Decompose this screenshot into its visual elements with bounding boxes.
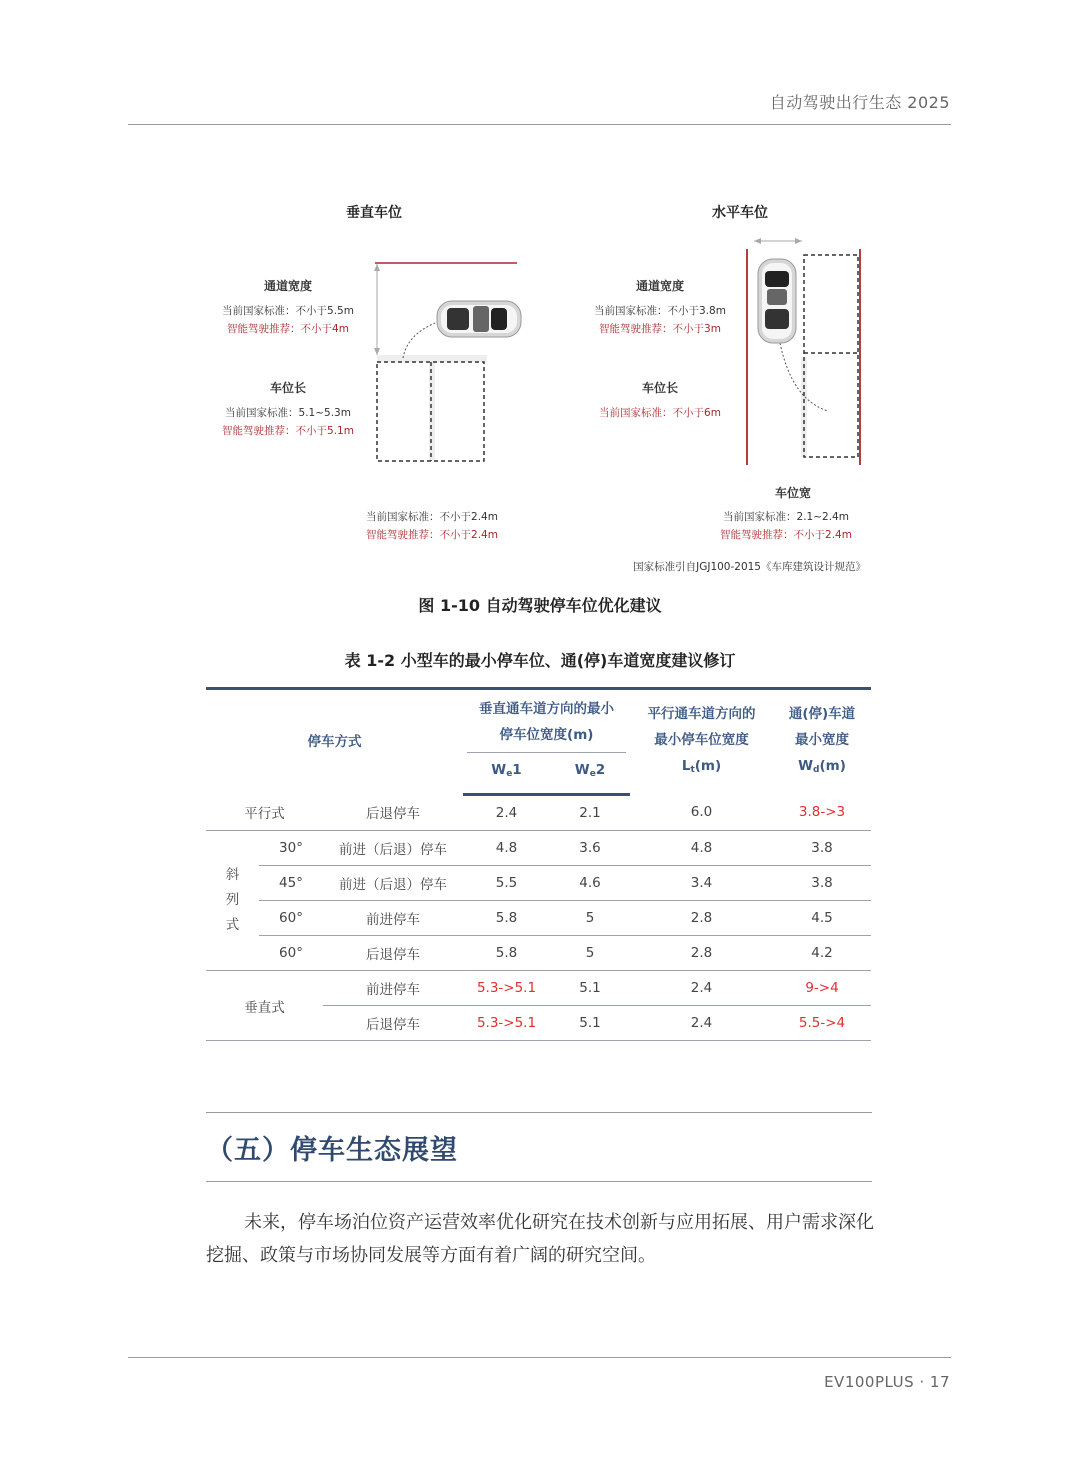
horizontal-width-recommended: 智能驾驶推荐：不小于2.4m bbox=[720, 529, 852, 541]
cell-wd: 3.8 bbox=[773, 831, 871, 866]
cell-wd: 3.8->3 bbox=[773, 795, 871, 831]
arrow-down-icon bbox=[374, 348, 380, 355]
header-par-line1: 平行通车道方向的 bbox=[647, 706, 756, 723]
section-title: （五）停车生态展望 bbox=[206, 1135, 458, 1166]
vertical-length-block bbox=[208, 379, 368, 438]
vertical-width-block bbox=[352, 509, 512, 542]
cell-we2: 3.6 bbox=[550, 831, 630, 866]
vertical-width-standard: 当前国家标准：不小于2.4m bbox=[366, 511, 498, 523]
horizontal-length-block bbox=[580, 379, 740, 420]
horizontal-length-standard: 当前国家标准：不小于6m bbox=[599, 407, 721, 419]
cell-lt: 2.4 bbox=[630, 971, 773, 1006]
header-par-symbol: L bbox=[681, 758, 691, 775]
cell-we1: 5.5 bbox=[463, 866, 550, 901]
header-parallel-length bbox=[630, 689, 773, 795]
cell-method: 前进停车 bbox=[323, 971, 463, 1006]
group-diagonal bbox=[206, 831, 259, 971]
horizontal-lane-standard: 当前国家标准：不小于3.8m bbox=[594, 305, 726, 317]
arrow-right-icon bbox=[795, 238, 802, 244]
table-row bbox=[206, 936, 871, 971]
section-top-rule bbox=[206, 1112, 872, 1113]
cell-we2: 5 bbox=[550, 936, 630, 971]
header-lane-subscript: d bbox=[813, 765, 820, 776]
figure-source-note: 国家标准引自JGJ100-2015《车库建筑设计规范》 bbox=[633, 561, 866, 573]
cell-angle: 30° bbox=[259, 831, 323, 866]
table-row bbox=[206, 795, 871, 831]
cell-method: 前进（后退）停车 bbox=[323, 866, 463, 901]
cell-we2: 5 bbox=[550, 901, 630, 936]
car-topview-icon bbox=[437, 301, 521, 337]
cell-we2: 5.1 bbox=[550, 971, 630, 1006]
header-we2-subscript: e bbox=[589, 769, 596, 779]
table-row bbox=[206, 971, 871, 1006]
header-lane-line2: 最小宽度 bbox=[795, 732, 849, 749]
header-we2 bbox=[550, 757, 630, 795]
horizontal-lane-heading: 通道宽度 bbox=[635, 279, 684, 293]
arrow-up-icon bbox=[374, 264, 380, 271]
horizontal-lane-recommended: 智能驾驶推荐：不小于3m bbox=[599, 323, 721, 335]
header-rule bbox=[128, 124, 951, 125]
header-par-line2: 最小停车位宽度 bbox=[654, 732, 749, 749]
group-perpendicular: 垂直式 bbox=[206, 971, 323, 1041]
spot-entry-band bbox=[377, 355, 487, 362]
cell-we1: 5.3->5.1 bbox=[463, 1006, 550, 1041]
table-row bbox=[206, 901, 871, 936]
cell-method: 后退停车 bbox=[323, 795, 463, 831]
cell-method: 前进（后退）停车 bbox=[323, 831, 463, 866]
header-we1-subscript: e bbox=[506, 769, 513, 779]
running-header: 自动驾驶出行生态 2025 bbox=[769, 93, 950, 112]
header-perp-line1: 垂直通车道方向的最小 bbox=[479, 701, 614, 717]
arrow-left-icon bbox=[754, 238, 761, 244]
vertical-spot-diagram bbox=[365, 255, 535, 470]
cell-method: 后退停车 bbox=[323, 936, 463, 971]
header-we1-symbol: W bbox=[491, 762, 507, 778]
cell-lt: 2.4 bbox=[630, 1006, 773, 1041]
section-paragraph: 未来，停车场泊位资产运营效率优化研究在技术创新与应用拓展、用户需求深化挖掘、政策与市场协同发展等方面有着广阔的研究空间。 bbox=[206, 1212, 874, 1266]
page-footer: EV100PLUS · 17 bbox=[824, 1373, 950, 1391]
car-topview-icon bbox=[758, 259, 796, 343]
cell-wd: 4.2 bbox=[773, 936, 871, 971]
cell-we1: 4.8 bbox=[463, 831, 550, 866]
parking-spec-table bbox=[206, 687, 871, 1041]
section-bottom-rule bbox=[206, 1181, 872, 1182]
header-we1-index: 1 bbox=[512, 762, 522, 778]
cell-we1: 5.3->5.1 bbox=[463, 971, 550, 1006]
group-diagonal-char: 斜 bbox=[225, 867, 240, 883]
header-lane-line1: 通(停)车道 bbox=[788, 706, 856, 723]
table-caption: 表 1-2 小型车的最小停车位、通(停)车道宽度建议修订 bbox=[344, 651, 736, 670]
header-parking-mode: 停车方式 bbox=[206, 689, 463, 795]
vertical-lane-block bbox=[208, 277, 368, 336]
header-we2-symbol: W bbox=[574, 762, 590, 778]
table-row bbox=[206, 831, 871, 866]
parallel-spot-outline bbox=[804, 255, 858, 457]
vertical-lane-heading: 通道宽度 bbox=[263, 279, 312, 293]
cell-angle: 60° bbox=[259, 901, 323, 936]
group-diagonal-char: 式 bbox=[225, 917, 240, 933]
header-lane-unit: (m) bbox=[819, 758, 846, 775]
cell-lt: 2.8 bbox=[630, 936, 773, 971]
group-diagonal-char: 列 bbox=[225, 892, 240, 908]
horizontal-width-heading: 车位宽 bbox=[774, 486, 811, 500]
cell-we1: 2.4 bbox=[463, 795, 550, 831]
cell-lt: 2.8 bbox=[630, 901, 773, 936]
vertical-length-standard: 当前国家标准：5.1~5.3m bbox=[225, 407, 351, 419]
horizontal-spot-title: 水平车位 bbox=[712, 205, 768, 221]
cell-wd: 9->4 bbox=[773, 971, 871, 1006]
header-par-subscript: t bbox=[690, 765, 695, 776]
header-perpendicular-width bbox=[463, 689, 630, 758]
cell-angle: 60° bbox=[259, 936, 323, 971]
horizontal-width-block bbox=[706, 509, 866, 542]
group-parallel: 平行式 bbox=[206, 795, 323, 831]
vertical-length-heading: 车位长 bbox=[269, 381, 306, 395]
horizontal-length-heading: 车位长 bbox=[641, 381, 678, 395]
figure-caption: 图 1-10 自动驾驶停车位优化建议 bbox=[418, 596, 662, 615]
cell-lt: 4.8 bbox=[630, 831, 773, 866]
table-row bbox=[206, 866, 871, 901]
cell-we1: 5.8 bbox=[463, 901, 550, 936]
header-we2-index: 2 bbox=[595, 762, 606, 778]
cell-we2: 2.1 bbox=[550, 795, 630, 831]
header-par-unit: (m) bbox=[694, 758, 722, 775]
horizontal-width-standard: 当前国家标准：2.1~2.4m bbox=[723, 511, 849, 523]
header-perp-line2: 停车位宽度(m) bbox=[499, 727, 594, 743]
cell-we2: 5.1 bbox=[550, 1006, 630, 1041]
horizontal-lane-block bbox=[580, 277, 740, 336]
header-lane-symbol: W bbox=[798, 758, 814, 775]
vertical-lane-standard: 当前国家标准：不小于5.5m bbox=[222, 305, 354, 317]
cell-angle: 45° bbox=[259, 866, 323, 901]
horizontal-spot-diagram bbox=[740, 235, 870, 470]
header-lane-width bbox=[773, 689, 871, 795]
vertical-lane-recommended: 智能驾驶推荐：不小于4m bbox=[227, 323, 349, 335]
vertical-width-recommended: 智能驾驶推荐：不小于2.4m bbox=[366, 529, 498, 541]
cell-method: 前进停车 bbox=[323, 901, 463, 936]
cell-wd: 5.5->4 bbox=[773, 1006, 871, 1041]
vertical-spot-title: 垂直车位 bbox=[346, 205, 402, 221]
cell-we1: 5.8 bbox=[463, 936, 550, 971]
cell-lt: 3.4 bbox=[630, 866, 773, 901]
spot-divider-band bbox=[429, 362, 435, 460]
vertical-length-recommended: 智能驾驶推荐：不小于5.1m bbox=[222, 425, 354, 437]
vertical-car-path bbox=[403, 323, 435, 358]
cell-wd: 4.5 bbox=[773, 901, 871, 936]
cell-we2: 4.6 bbox=[550, 866, 630, 901]
cell-lt: 6.0 bbox=[630, 795, 773, 831]
header-we1 bbox=[463, 757, 550, 795]
cell-method: 后退停车 bbox=[323, 1006, 463, 1041]
footer-rule bbox=[128, 1357, 951, 1358]
cell-wd: 3.8 bbox=[773, 866, 871, 901]
